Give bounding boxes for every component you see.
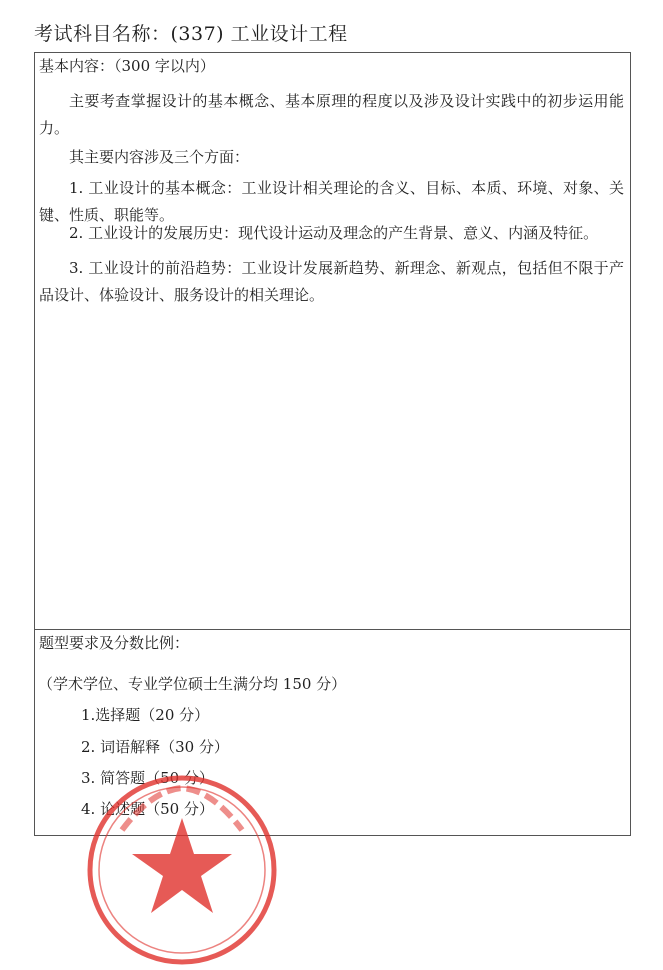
content-item: 1. 工业设计的基本概念：工业设计相关理论的含义、目标、本质、环境、对象、关键、性质、职能等。 — [39, 179, 624, 224]
content-item: 2. 工业设计的发展历史：现代设计运动及理念的产生背景、意义、内涵及特征。 — [69, 224, 599, 242]
section-divider — [35, 629, 630, 630]
content-frame — [34, 52, 631, 836]
question-type-item: 1.选择题（20 分） — [81, 706, 210, 724]
question-heading: 题型要求及分数比例： — [39, 634, 190, 652]
content-heading: 基本内容：（300 字以内） — [39, 57, 215, 75]
content-item: 3. 工业设计的前沿趋势：工业设计发展新趋势、新理念、新观点，包括但不限于产品设计、体验设计、服务设计的相关理论。 — [39, 259, 624, 304]
official-seal — [82, 770, 282, 970]
question-type-item: 2. 词语解释（30 分） — [81, 738, 229, 756]
page-title: 考试科目名称：(337) 工业设计工程 — [34, 23, 348, 45]
question-type-item: 3. 简答题（50 分） — [81, 769, 214, 787]
intro-paragraph: 主要考查掌握设计的基本概念、基本原理的程度以及涉及设计实践中的初步运用能力。 — [39, 92, 624, 137]
score-note: （学术学位、专业学位硕士生满分均 150 分） — [38, 675, 347, 693]
aspects-intro: 其主要内容涉及三个方面： — [69, 148, 250, 166]
question-type-item: 4. 论述题（50 分） — [81, 800, 214, 818]
